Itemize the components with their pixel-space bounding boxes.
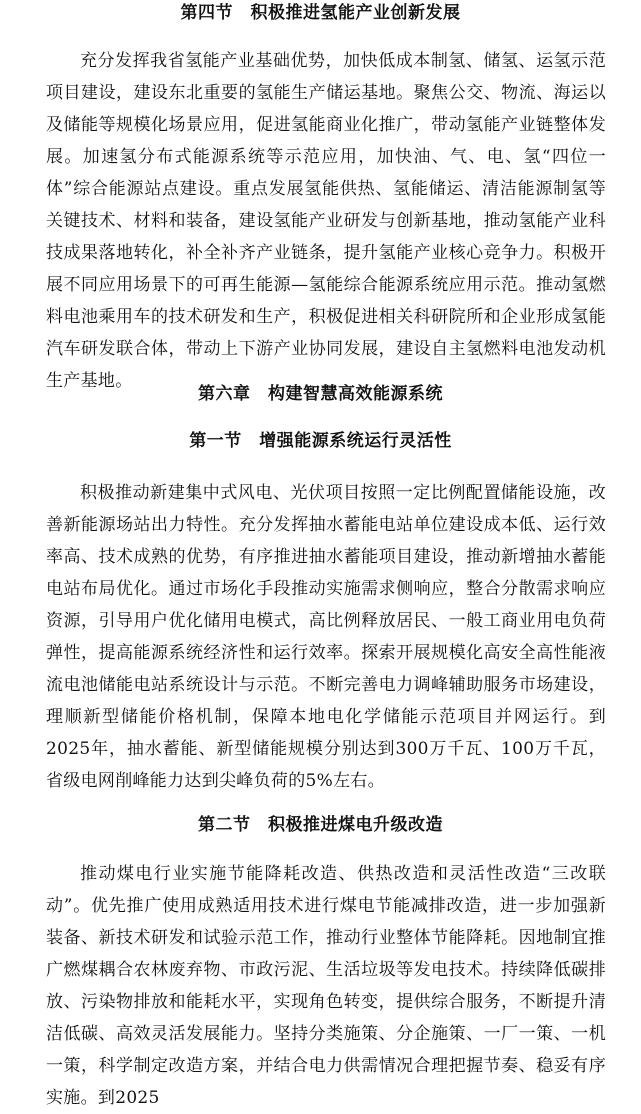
section-heading-hydrogen: 第四节 积极推进氢能产业创新发展 [180,3,461,23]
paragraph-coal-upgrade: 推动煤电行业实施节能降耗改造、供热改造和灵活性改造“三改联动”。优先推广使用成熟适用技术进行煤电节能减排改造，进一步加强新装备、新技术研发和试验示范工作，推动行业整体节能降耗。因地制宜推广燃煤耦合农林废弃物、市政污泥、生活垃圾等发电技术。持续降低碳排放、污染物排放和能耗水平，实现角色转变，提供综合服务，不断提升清洁低碳、高效灵活发展能力。坚持分类施策、分企施策、一厂一策、一机一策，科学制定改造方案，并结合电力供需情况合理把握节奏、稳妥有序实施。到2025 [46,864,606,1108]
paragraph-flexibility: 积极推动新建集中式风电、光伏项目按照一定比例配置储能设施，改善新能源场站出力特性。充分发挥抽水蓄能电站单位建设成本低、运行效率高、技术成熟的优势，有序推进抽水蓄能项目建设，推动新增抽水蓄能电站布局优化。通过市场化手段推动实施需求侧响应，整合分散需求响应资源，引导用户优化储用电模式，高比例释放居民、一般工商业用电负荷弹性，提高能源系统经济性和运行效率。探索开展规模化高安全高性能液流电池储能电站系统设计与示范。不断完善电力调峰辅助服务市场建设，理顺新型储能价格机制，保障本地电化学储能示范项目并网运行。到2025年，抽水蓄能、新型储能规模分别达到300万千瓦、100万千瓦，省级电网削峰能力达到尖峰负荷的5%左右。 [46,483,606,791]
paragraph-hydrogen: 充分发挥我省氢能产业基础优势，加快低成本制氢、储氢、运氢示范项目建设，建设东北重要的氢能生产储运基地。聚焦公交、物流、海运以及储能等规模化场景应用，促进氢能商业化推广，带动氢能产业链整体发展。加速氢分布式能源系统等示范应用，加快油、气、电、氢“四位一体”综合能源站点建设。重点发展氢能供热、氢能储运、清洁能源制氢等关键技术、材料和装备，建设氢能产业研发与创新基地，推动氢能产业科技成果落地转化，补全补齐产业链条，提升氢能产业核心竞争力。积极开展不同应用场景下的可再生能源—氢能综合能源系统应用示范。推动氢燃料电池乘用车的技术研发和生产，积极促进相关科研院所和企业形成氢能汽车研发联合体，带动上下游产业协同发展，建设自主氢燃料电池发动机生产基地。 [46,51,606,391]
chapter-heading-smart-energy: 第六章 构建智慧高效能源系统 [198,384,443,404]
section-heading-coal-upgrade: 第二节 积极推进煤电升级改造 [198,815,443,835]
section-heading-flexibility: 第一节 增强能源系统运行灵活性 [189,431,452,451]
